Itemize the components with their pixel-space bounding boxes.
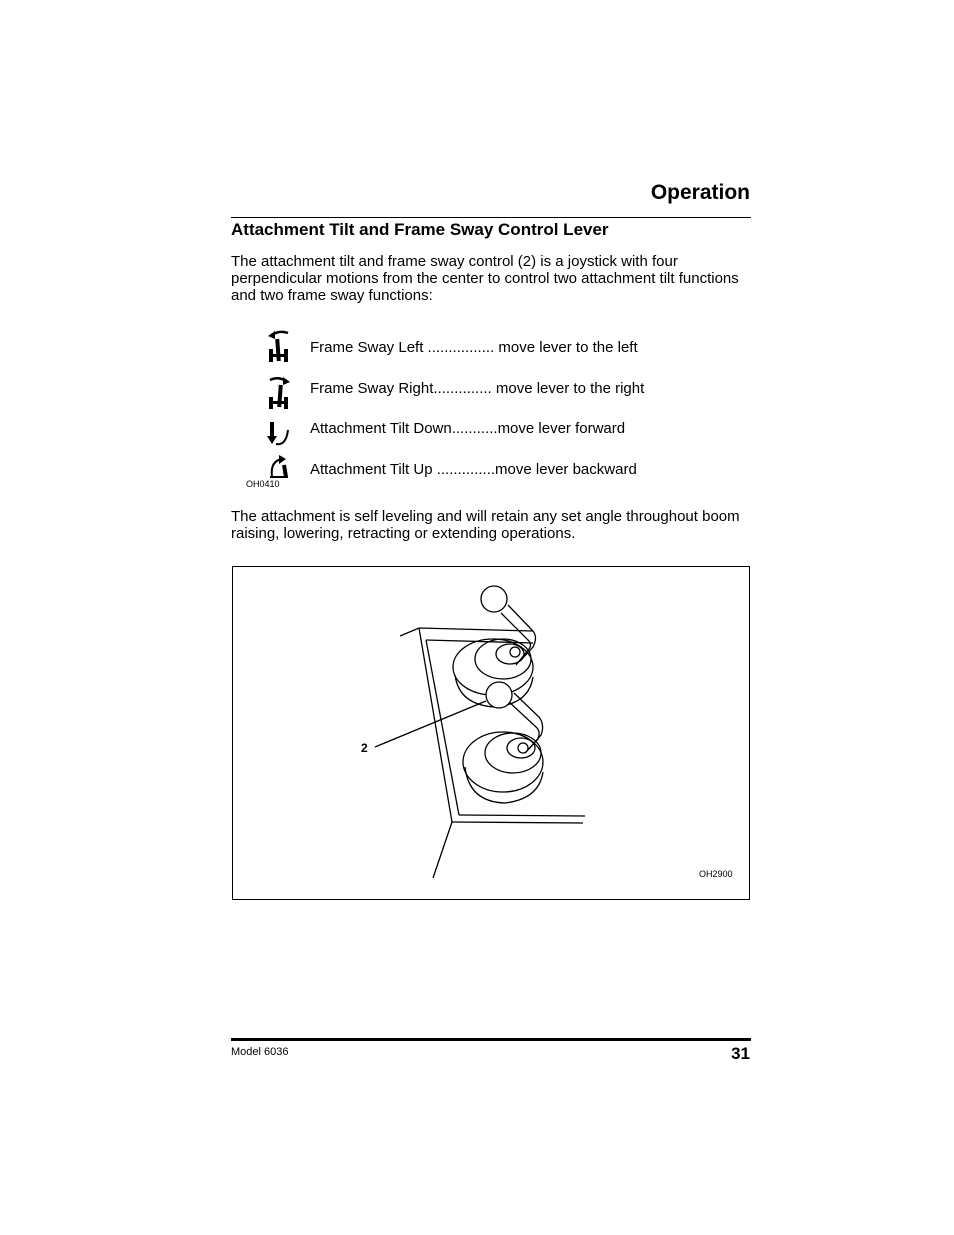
self-leveling-paragraph: The attachment is self leveling and will retain any set angle throughout boom raising, lowering, retracting or extending operations. (231, 508, 740, 542)
control-attachment-tilt-up: Attachment Tilt Up ..............move lever backward (310, 461, 637, 478)
control-frame-sway-right: Frame Sway Right.............. move lever to the right (310, 380, 645, 397)
page-heading: Attachment Tilt and Frame Sway Control Lever (231, 220, 609, 239)
icon-code: OH0410 (246, 479, 280, 489)
joystick-illustration (233, 567, 749, 899)
footer-rule (231, 1038, 751, 1041)
frame-sway-left-icon (262, 327, 296, 363)
page-number: 31 (731, 1044, 750, 1063)
control-attachment-tilt-down: Attachment Tilt Down...........move lever forward (310, 420, 626, 437)
joystick-figure (232, 566, 750, 900)
control-frame-sway-left: Frame Sway Left ................ move lever to the left (310, 339, 638, 356)
model-label: Model 6036 (231, 1046, 289, 1058)
callout-label: 2 (361, 741, 368, 755)
frame-sway-right-icon (262, 373, 296, 409)
figure-code: OH2900 (699, 869, 733, 879)
attachment-tilt-down-icon (262, 418, 296, 454)
header-rule (231, 217, 751, 218)
section-title: Operation (650, 181, 750, 204)
intro-paragraph: The attachment tilt and frame sway control (2) is a joystick with four perpendicular motions from the center to control two attachment tilt functions and two frame sway functions: (231, 253, 739, 304)
